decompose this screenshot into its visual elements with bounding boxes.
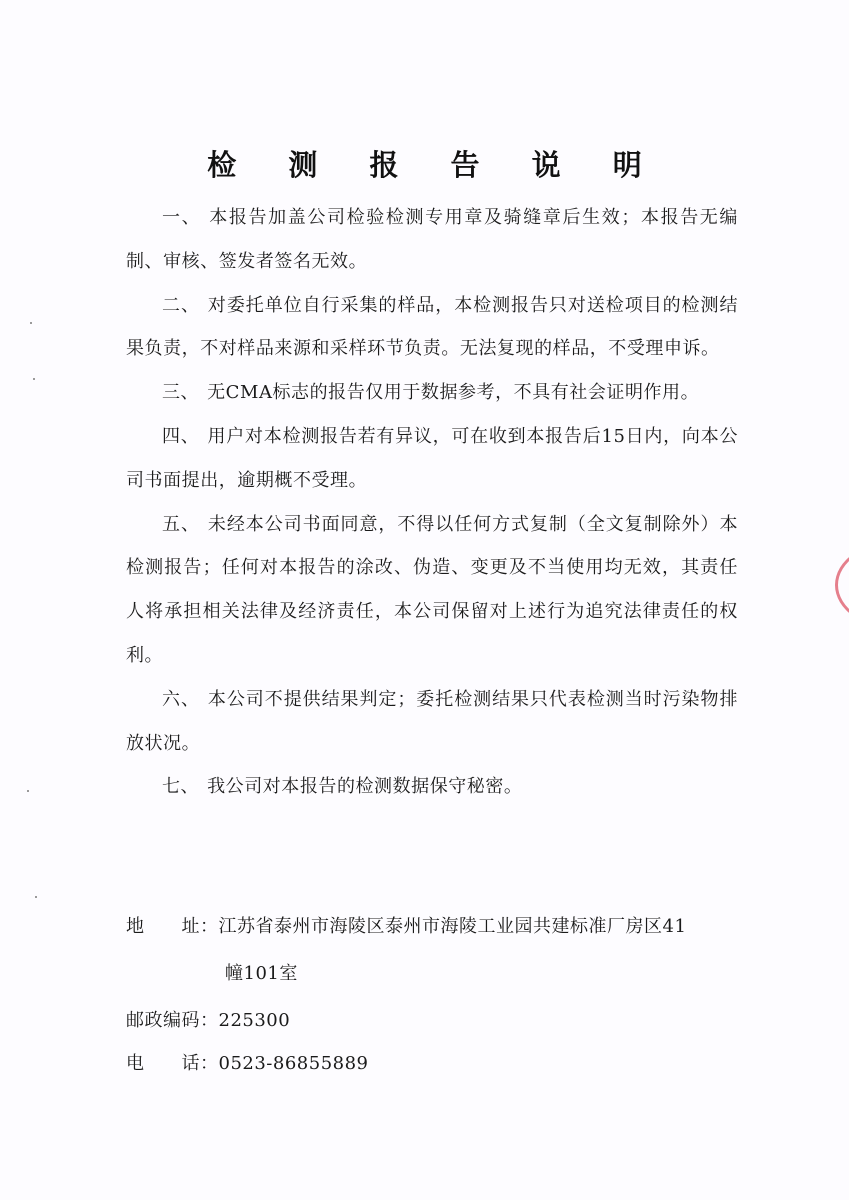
- note-number: 三、: [162, 382, 200, 404]
- scan-speck: [33, 378, 35, 380]
- postcode-value: 225300: [218, 1010, 291, 1031]
- note-number: 二、: [162, 294, 200, 316]
- scan-speck: [27, 790, 29, 792]
- scan-speck: [35, 896, 37, 898]
- note-4: [126, 415, 738, 503]
- note-number: 五、: [162, 513, 200, 535]
- note-text: 对委托单位自行采集的样品，本检测报告只对送检项目的检测结果负责，不对样品来源和采样环节负责。无法复现的样品，不受理申诉。: [126, 294, 738, 360]
- note-5: [126, 503, 738, 678]
- address-line-1: 江苏省泰州市海陵区泰州市海陵工业园共建标准厂房区41: [218, 916, 687, 937]
- note-text: 本公司不提供结果判定；委托检测结果只代表检测当时污染物排放状况。: [126, 688, 738, 754]
- note-text: 未经本公司书面同意，不得以任何方式复制（全文复制除外）本检测报告；任何对本报告的涂改、伪造、变更及不当使用均无效，其责任人将承担相关法律及经济责任，本公司保留对上述行为追究法律责任的权利。: [126, 513, 738, 666]
- address-row-continued: [225, 959, 298, 985]
- note-6: [126, 678, 738, 766]
- address-line-2: 幢101室: [225, 963, 298, 984]
- scan-speck: [30, 322, 32, 324]
- note-text: 我公司对本报告的检测数据保守秘密。: [207, 776, 523, 798]
- phone-value: 0523-86855889: [218, 1053, 369, 1074]
- page-title: 检 测 报 告 说 明: [207, 148, 663, 182]
- note-number: 四、: [162, 425, 200, 447]
- note-text: 无CMA标志的报告仅用于数据参考，不具有社会证明作用。: [207, 382, 700, 404]
- note-3: [126, 371, 738, 415]
- note-number: 一、: [162, 207, 202, 228]
- note-2: [126, 284, 738, 372]
- address-label: 地 址：: [126, 916, 219, 937]
- postcode-row: [126, 1006, 290, 1032]
- note-number: 六、: [162, 688, 200, 710]
- report-notes: [126, 196, 738, 809]
- seal-stamp-edge: [833, 540, 849, 630]
- postcode-label: 邮政编码：: [126, 1010, 219, 1031]
- phone-label: 电 话：: [126, 1053, 219, 1074]
- note-1: [126, 196, 738, 284]
- note-number: 七、: [162, 776, 200, 798]
- note-text: 用户对本检测报告若有异议，可在收到本报告后15日内，向本公司书面提出，逾期概不受理。: [126, 425, 738, 491]
- phone-row: [126, 1049, 369, 1075]
- seal-ring: [835, 540, 849, 630]
- note-text: 本报告加盖公司检验检测专用章及骑缝章后生效；本报告无编制、审核、签发者签名无效。: [126, 207, 738, 272]
- note-7: [126, 765, 738, 809]
- address-row: [126, 912, 686, 938]
